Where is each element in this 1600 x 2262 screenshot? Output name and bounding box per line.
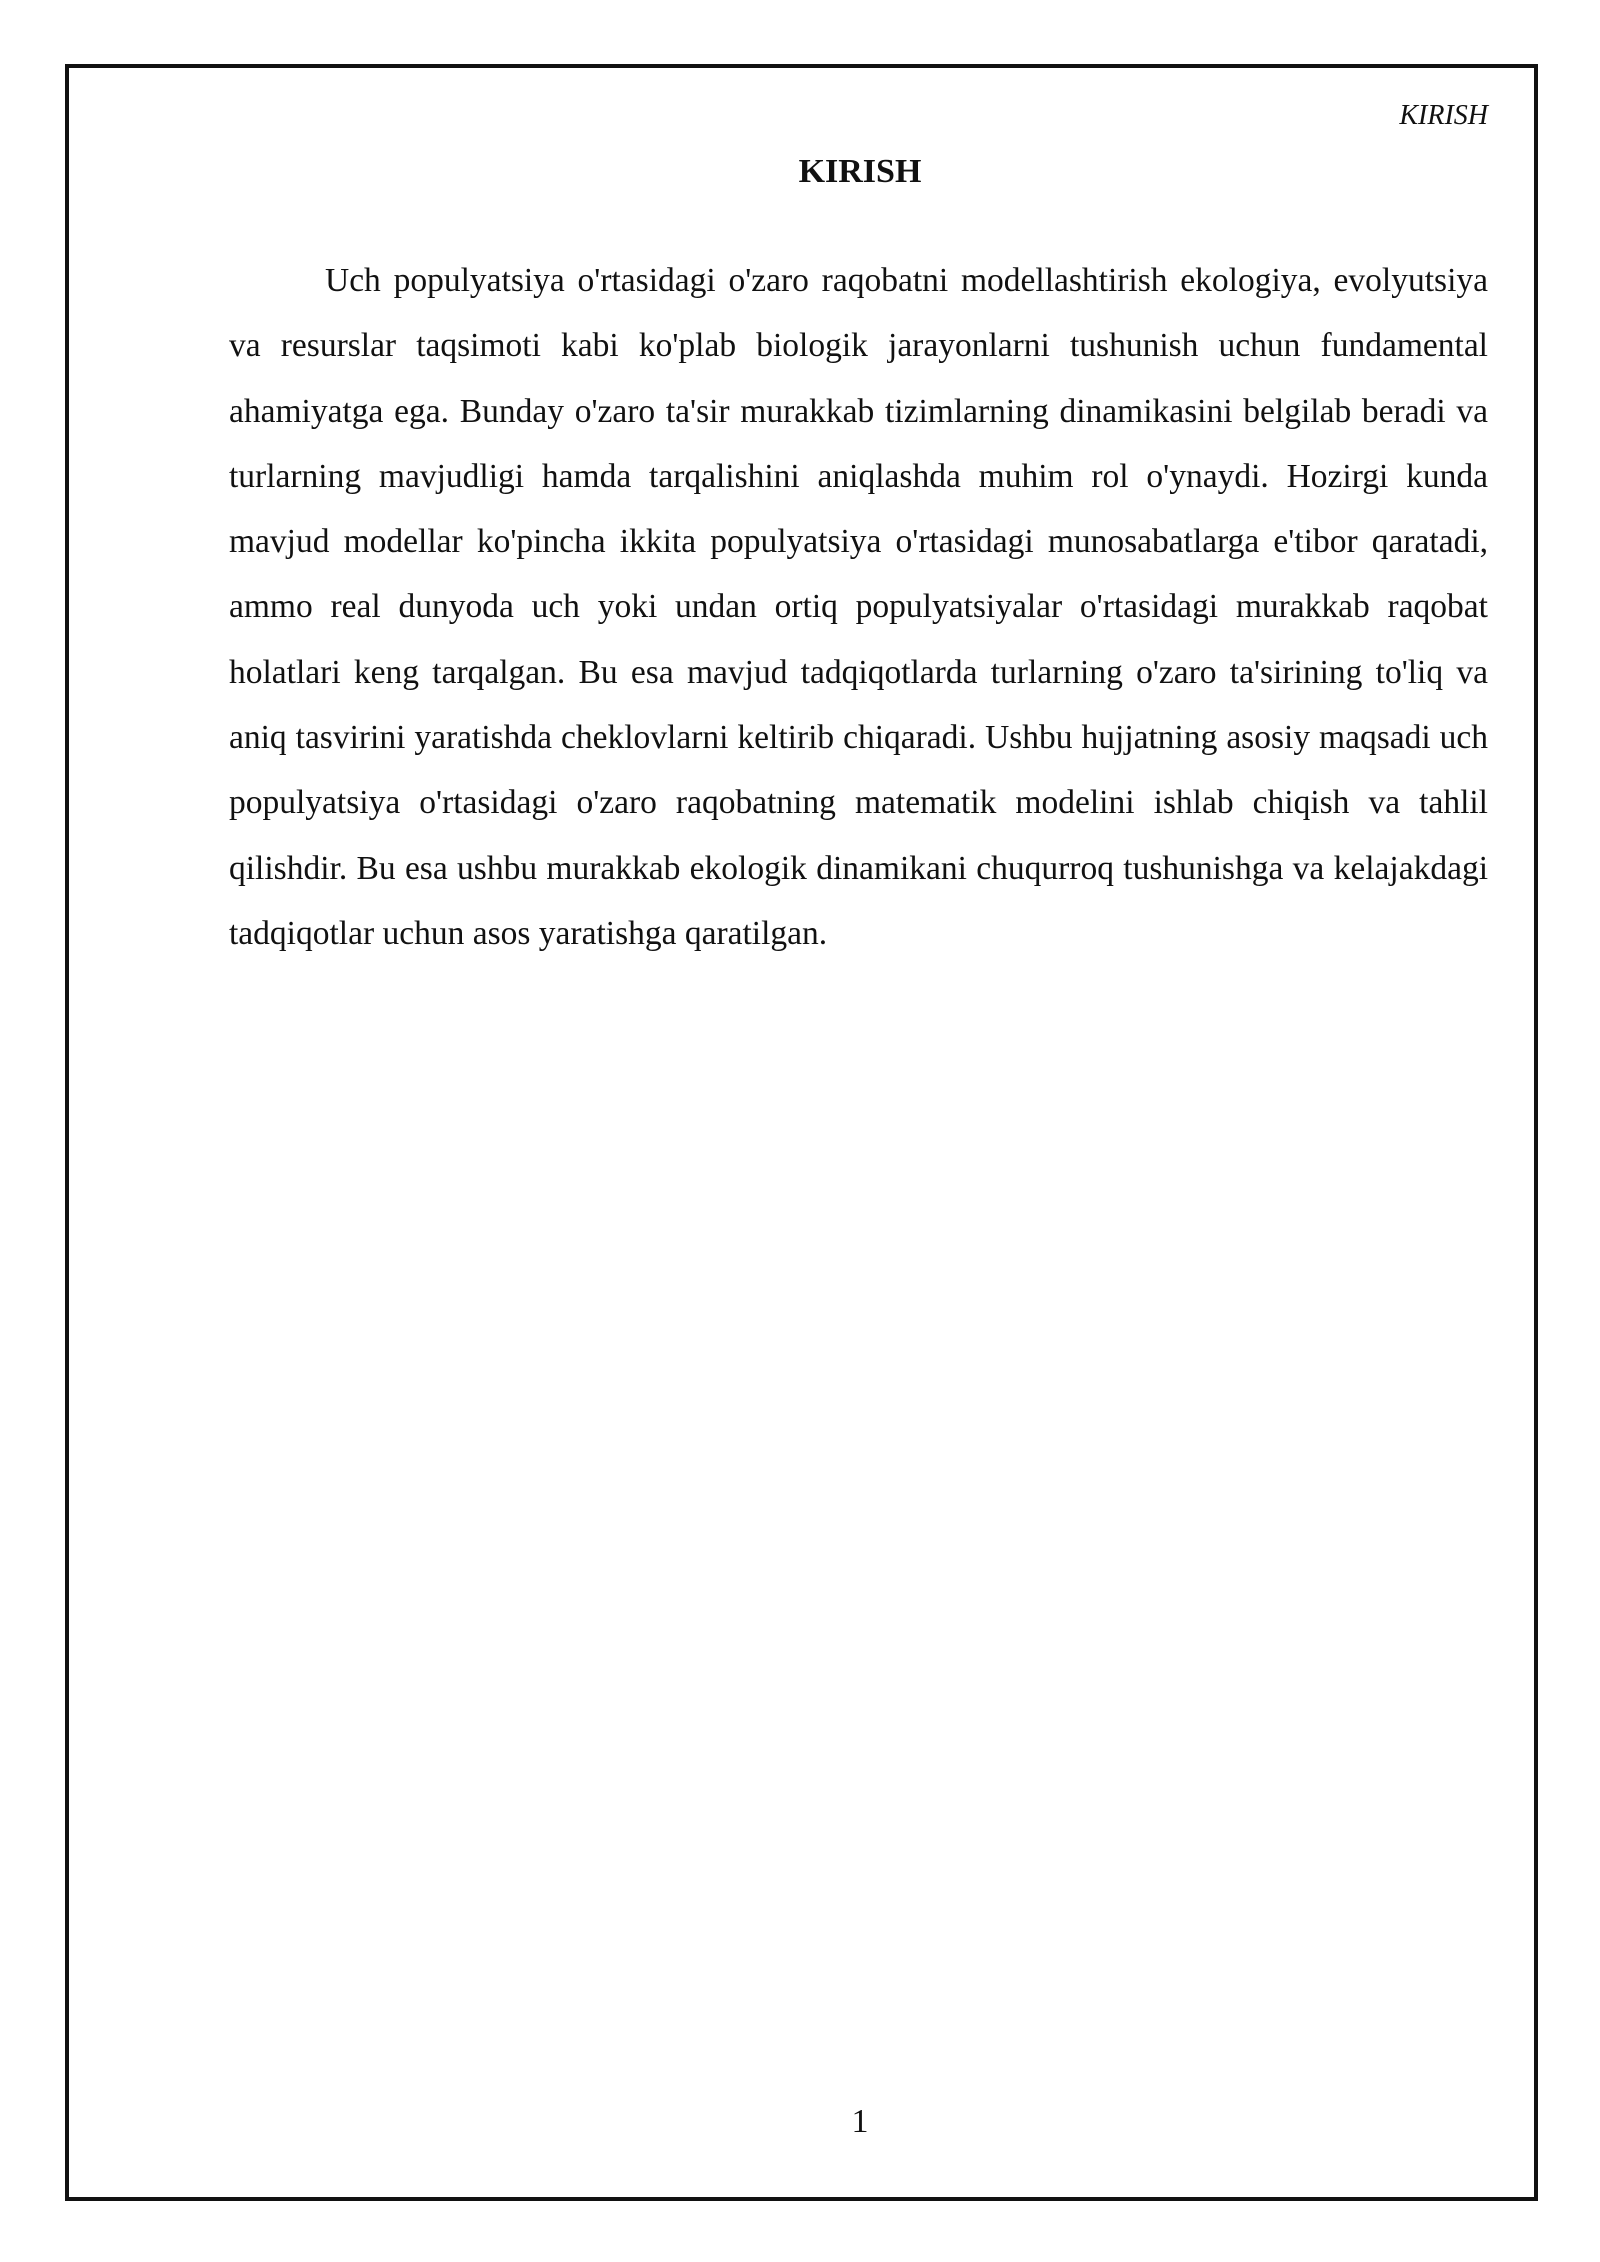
page-number: 1 [851, 2103, 869, 2140]
body-paragraph: Uch populyatsiya o'rtasidagi o'zaro raqobatni modellashtirish ekologiya, evolyutsiya va resurslar taqsimoti kabi ko'plab biologik jarayonlarni tushunish uchun fundamental ahamiyatga ega. Bunday o'zaro ta'sir murakkab tizimlarning dinamikasini belgilab beradi va turlarning mavjudligi hamda tarqalishini aniqlashda muhim rol o'ynaydi. Hozirgi kunda mavjud modellar ko'pincha ikkita populyatsiya o'rtasidagi munosabatlarga e'tibor qaratadi, ammo real dunyoda uch yoki undan ortiq populyatsiyalar o'rtasidagi murakkab raqobat holatlari keng tarqalgan. Bu esa mavjud tadqiqotlarda turlarning o'zaro ta'sirining to'liq va aniq tasvirini yaratishda cheklovlarni keltirib chiqaradi. Ushbu hujjatning asosiy maqsadi uch populyatsiya o'rtasidagi o'zaro raqobatning matematik modelini ishlab chiqish va tahlil qilishdir. Bu esa ushbu murakkab ekologik dinamikani chuqurroq tushunishga va kelajakdagi tadqiqotlar uchun asos yaratishga qaratilgan. [229, 262, 1488, 952]
running-header: KIRISH [1399, 100, 1488, 131]
section-title: KIRISH [798, 153, 922, 190]
